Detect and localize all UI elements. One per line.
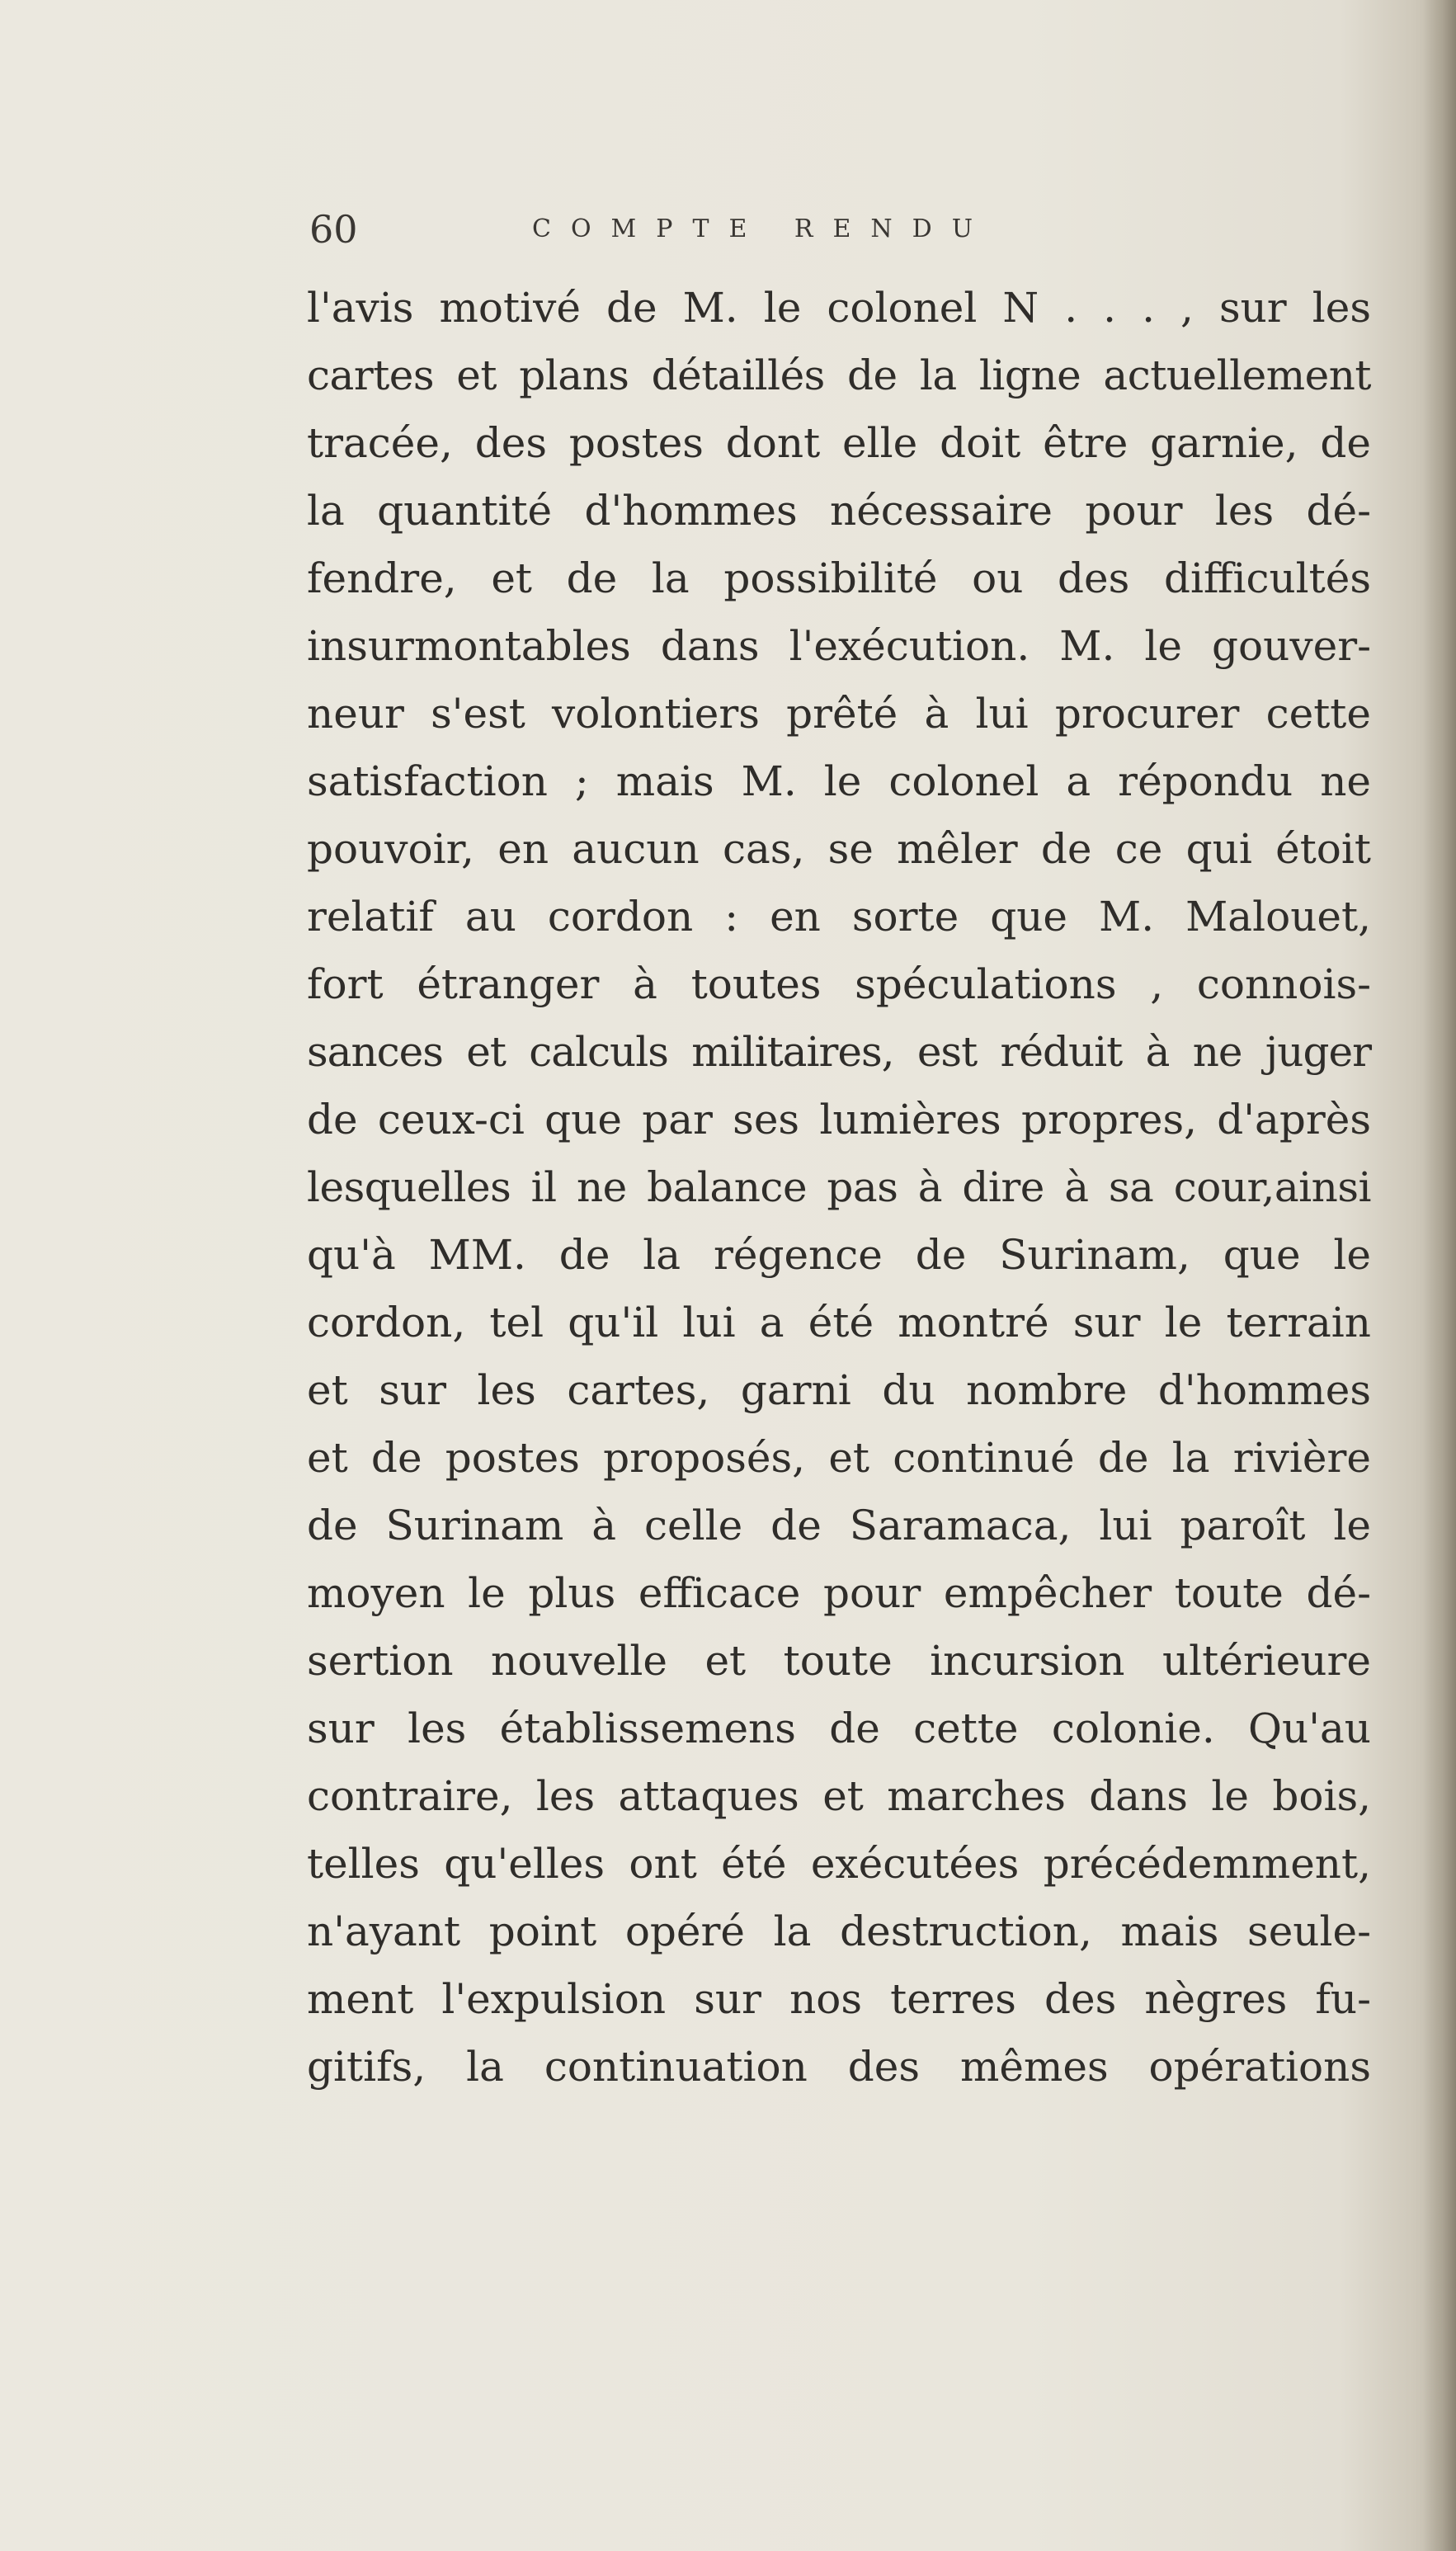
text-line: la quantité d'hommes nécessaire pour les dé- [307,487,1371,535]
text-line: sur les établissemens de cette colonie. Qu'au [307,1705,1371,1752]
text-line: telles qu'elles ont été exécutées précédemment, [307,1840,1371,1888]
text-line: moyen le plus efficace pour empêcher toute dé- [307,1569,1371,1617]
text-line: de Surinam à celle de Saramaca, lui paroît le [307,1502,1371,1549]
text-line: insurmontables dans l'exécution. M. le gouver- [307,622,1371,670]
text-line: sertion nouvelle et toute incursion ultérieure [307,1637,1371,1685]
body-text [307,274,1371,2101]
text-line: et de postes proposés, et continué de la rivière [307,1434,1371,1482]
text-line: relatif au cordon : en sorte que M. Malouet, [307,893,1371,941]
text-line: contraire, les attaques et marches dans le bois, [307,1772,1371,1820]
text-line: tracée, des postes dont elle doit être garnie, de [307,419,1371,467]
text-line: pouvoir, en aucun cas, se mêler de ce qui étoit [307,825,1371,873]
text-line: sances et calculs militaires, est réduit à ne juger [307,1028,1371,1076]
text-line: fort étranger à toutes spéculations , connois- [307,960,1371,1008]
text-line: ment l'expulsion sur nos terres des nègres fu- [307,1975,1371,2023]
text-line: gitifs, la continuation des mêmes opérations [307,2043,1371,2091]
page-number: 60 [309,207,358,252]
text-line: qu'à MM. de la régence de Surinam, que le [307,1231,1371,1279]
page-edge-shadow [1423,0,1456,2551]
page-header [309,205,1374,254]
text-line: fendre, et de la possibilité ou des difficultés [307,554,1371,602]
text-line: neur s'est volontiers prêté à lui procurer cette [307,690,1371,738]
text-line: et sur les cartes, garni du nombre d'hommes [307,1366,1371,1414]
text-line: lesquelles il ne balance pas à dire à sa cour,ainsi [307,1163,1371,1211]
running-head: COMPTE RENDU [532,215,992,243]
text-line: n'ayant point opéré la destruction, mais seule- [307,1907,1371,1955]
text-line: de ceux-ci que par ses lumières propres, d'après [307,1096,1371,1143]
text-line: cartes et plans détaillés de la ligne actuellement [307,351,1371,399]
text-line: cordon, tel qu'il lui a été montré sur le terrain [307,1299,1371,1346]
text-line: satisfaction ; mais M. le colonel a répondu ne [307,757,1371,805]
text-line: l'avis motivé de M. le colonel N . . . , sur les [307,284,1371,332]
